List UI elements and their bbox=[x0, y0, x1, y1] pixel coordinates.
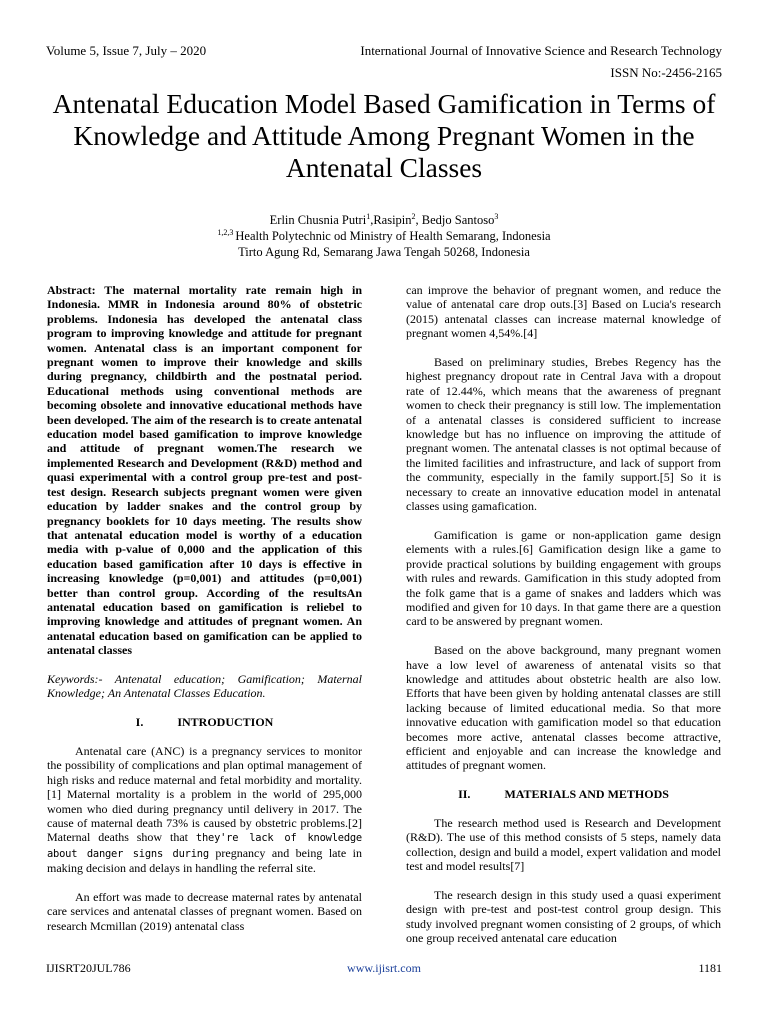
author-affiliation-mark: 1 bbox=[366, 211, 371, 221]
intro-text: Antenatal care (ANC) is a pregnancy services to monitor the possibility of complications and plan optimal management of high risks and reduce maternal and fetal morbidity and mortality.[1] Maternal mortality is a problem in the world of 295,000 women who died during pregnancy until delivery in 2017. The cause of maternal death 73% is caused by obstetric problems.[2] Maternal deaths show that bbox=[47, 743, 362, 845]
section-heading-introduction bbox=[47, 715, 362, 729]
keywords: Keywords:- Antenatal education; Gamification; Maternal Knowledge; An Antenatal Classes Education. bbox=[47, 671, 362, 701]
journal-name: International Journal of Innovative Science and Research Technology bbox=[360, 43, 722, 58]
affiliation bbox=[0, 228, 768, 245]
right-column bbox=[406, 283, 721, 960]
issn: ISSN No:-2456-2165 bbox=[610, 65, 722, 80]
affiliation-mark: 1,2,3 bbox=[217, 227, 236, 237]
author-list bbox=[0, 212, 768, 229]
methods-paragraph-2: The research design in this study used a quasi experiment design with pre-test and post-test control group design. This study involved pregnant women consisting of 2 groups, of which one group received antenatal care education bbox=[406, 887, 721, 946]
volume-issue: Volume 5, Issue 7, July – 2020 bbox=[46, 43, 207, 58]
section-title: MATERIALS AND METHODS bbox=[504, 787, 669, 802]
section-number: II. bbox=[458, 787, 471, 802]
intro-paragraph-6: Based on the above background, many pregnant women have a low level of awareness of antenatal visits so that knowledge and attitudes about obstetric health are also low. Efforts that have been given by holding antenatal classes are still lacking because of limited educational media. So that more innovative education with gamification model so that education becomes more active, antenatal classes become attractive, efficient and enjoyable and can increase the knowledge and attitudes of pregnant women. bbox=[406, 643, 721, 773]
author-affiliation-mark: 2 bbox=[411, 211, 416, 221]
author-affiliation-mark: 3 bbox=[494, 211, 499, 221]
section-title: INTRODUCTION bbox=[177, 715, 274, 730]
institution: Health Polytechnic od Ministry of Health Semarang, Indonesia bbox=[235, 229, 551, 243]
section-number: I. bbox=[135, 715, 144, 730]
address: Tirto Agung Rd, Semarang Jawa Tengah 50268, Indonesia bbox=[238, 245, 530, 259]
intro-text-mono: they're lack of knowledge about danger signs during bbox=[47, 832, 362, 860]
left-column bbox=[47, 283, 362, 948]
intro-paragraph-5: Gamification is game or non-application game design elements with a rules.[6] Gamification design like a game to provide practical solutions by building engagement with groups with rules and rewards. Gamification in this study adopted from the folk game that is a game of snakes and ladders which was modified and given for 10 days. In that game there are a question card to be answered by pregnant women. bbox=[406, 527, 721, 629]
page-number: 1181 bbox=[698, 961, 722, 975]
intro-paragraph-4: Based on preliminary studies, Brebes Regency has the highest pregnancy dropout rate in Central Java with a dropout rate of 12.44%, which means that the awareness of pregnant women to check their pregnancy is still low. The implementation of a antenatal classes is considered sufficient to increase knowledge but has no influence on improving the attitude of pregnant women. The antenatal classes is not optimal because of the limited facilities and infrastructure, and lack of support from the community, especially in the family support.[5] So it is necessary to create an innovative education model in antenatal classes using gamafication. bbox=[406, 355, 721, 514]
paper-reference-id: IJISRT20JUL786 bbox=[46, 961, 131, 975]
intro-paragraph-2: An effort was made to decrease maternal rates by antenatal care services and antenatal classes of pregnant women. Based on research Mcmillan (2019) antenatal class bbox=[47, 890, 362, 933]
methods-paragraph-1: The research method used is Research and Development (R&D). The use of this method consists of 5 steps, namely data collection, design and build a model, expert validation and model test and model results[7] bbox=[406, 815, 721, 874]
intro-paragraph-1 bbox=[47, 744, 362, 876]
paper-title: Antenatal Education Model Based Gamification in Terms of Knowledge and Attitude Among Pregnant Women in the Antenatal Classes bbox=[52, 88, 716, 183]
intro-text: pregnancy and being late in making decision and delays in handling the referral site. bbox=[47, 845, 362, 876]
author-name: ,Rasipin bbox=[370, 213, 412, 227]
website-link[interactable]: www.ijisrt.com bbox=[347, 961, 421, 975]
abstract: Abstract: The maternal mortality rate remain high in Indonesia. MMR in Indonesia around 80% of obstetric problems. Indonesia has developed the antenatal class program to improving knowledge and attitude for pregnant women. Antenatal class is an important component for pregnant women to improve their knowledge and skills during pregnancy, childbirth and the postnatal period. Educational methods using conventional methods are becoming obsolete and innovative educational methods have been developed. The aim of the research is to create antenatal education model based gamification to improve knowledge and attitude of pregnant women.The research we implemented Research and Development (R&D) method and quasi experimental with a control group pre-test and post-test design. Research subjects pregnant women were given education by ladder snakes and the control group by pregnancy booklets for 10 days meeting. The results show that antenatal education model is worthy of a education media with p-value of 0,000 and the application of this education based gamification after 10 days is effective in increasing knowledge (p=0,001) and attitudes (p=0,001) better than control group. According of the resultsAn antenatal education based on gamification is reliebel to improving knowledge and attitudes of pregnant women. An antenatal education based on gamification can be applied to antenatal classes bbox=[47, 283, 362, 658]
author-name: , Bedjo Santoso bbox=[415, 213, 495, 227]
intro-paragraph-3: can improve the behavior of pregnant women, and reduce the value of antenatal care drop outs.[3] Based on Lucia's research (2015) antenatal classes can increase maternal knowledge of pregnant women 4,54%.[4] bbox=[406, 283, 721, 341]
section-heading-methods bbox=[406, 787, 721, 801]
author-name: Erlin Chusnia Putri bbox=[269, 213, 367, 227]
